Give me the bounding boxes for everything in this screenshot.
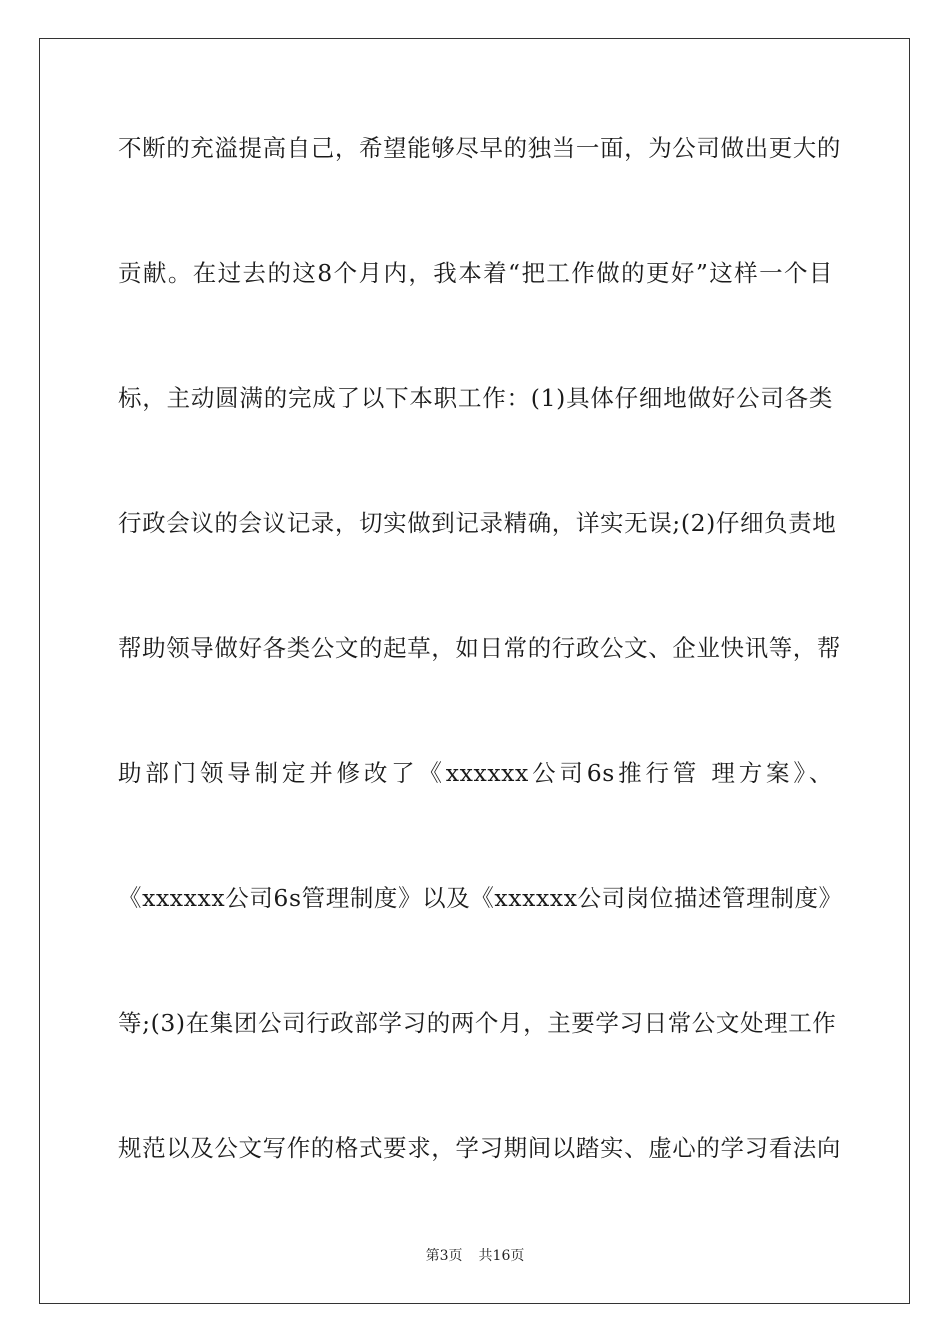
- text-line: 标，主动圆满的完成了以下本职工作：(1)具体仔细地做好公司各类: [118, 384, 833, 412]
- text-line: 助部门领导制定并修改了《xxxxxx公司6s推行管 理方案》、: [118, 759, 833, 787]
- page-number: 第3页: [425, 1248, 463, 1264]
- text-line: 贡献。在过去的这8个月内，我本着“把工作做的更好”这样一个目: [118, 259, 833, 287]
- page-total: 共16页: [478, 1248, 525, 1264]
- page-footer: [0, 1245, 950, 1265]
- text-line: 不断的充溢提高自己，希望能够尽早的独当一面，为公司做出更大的: [118, 134, 841, 162]
- document-body: [118, 124, 843, 1249]
- text-line: 帮助领导做好各类公文的起草，如日常的行政公文、企业快讯等，帮: [118, 634, 841, 662]
- text-line: 《xxxxxx公司6s管理制度》以及《xxxxxx公司岗位描述管理制度》: [118, 884, 843, 912]
- text-line: 等;(3)在集团公司行政部学习的两个月，主要学习日常公文处理工作: [118, 1009, 837, 1037]
- text-line: 行政会议的会议记录，切实做到记录精确，详实无误;(2)仔细负责地: [118, 509, 837, 537]
- text-line: 规范以及公文写作的格式要求，学习期间以踏实、虚心的学习看法向: [118, 1134, 841, 1162]
